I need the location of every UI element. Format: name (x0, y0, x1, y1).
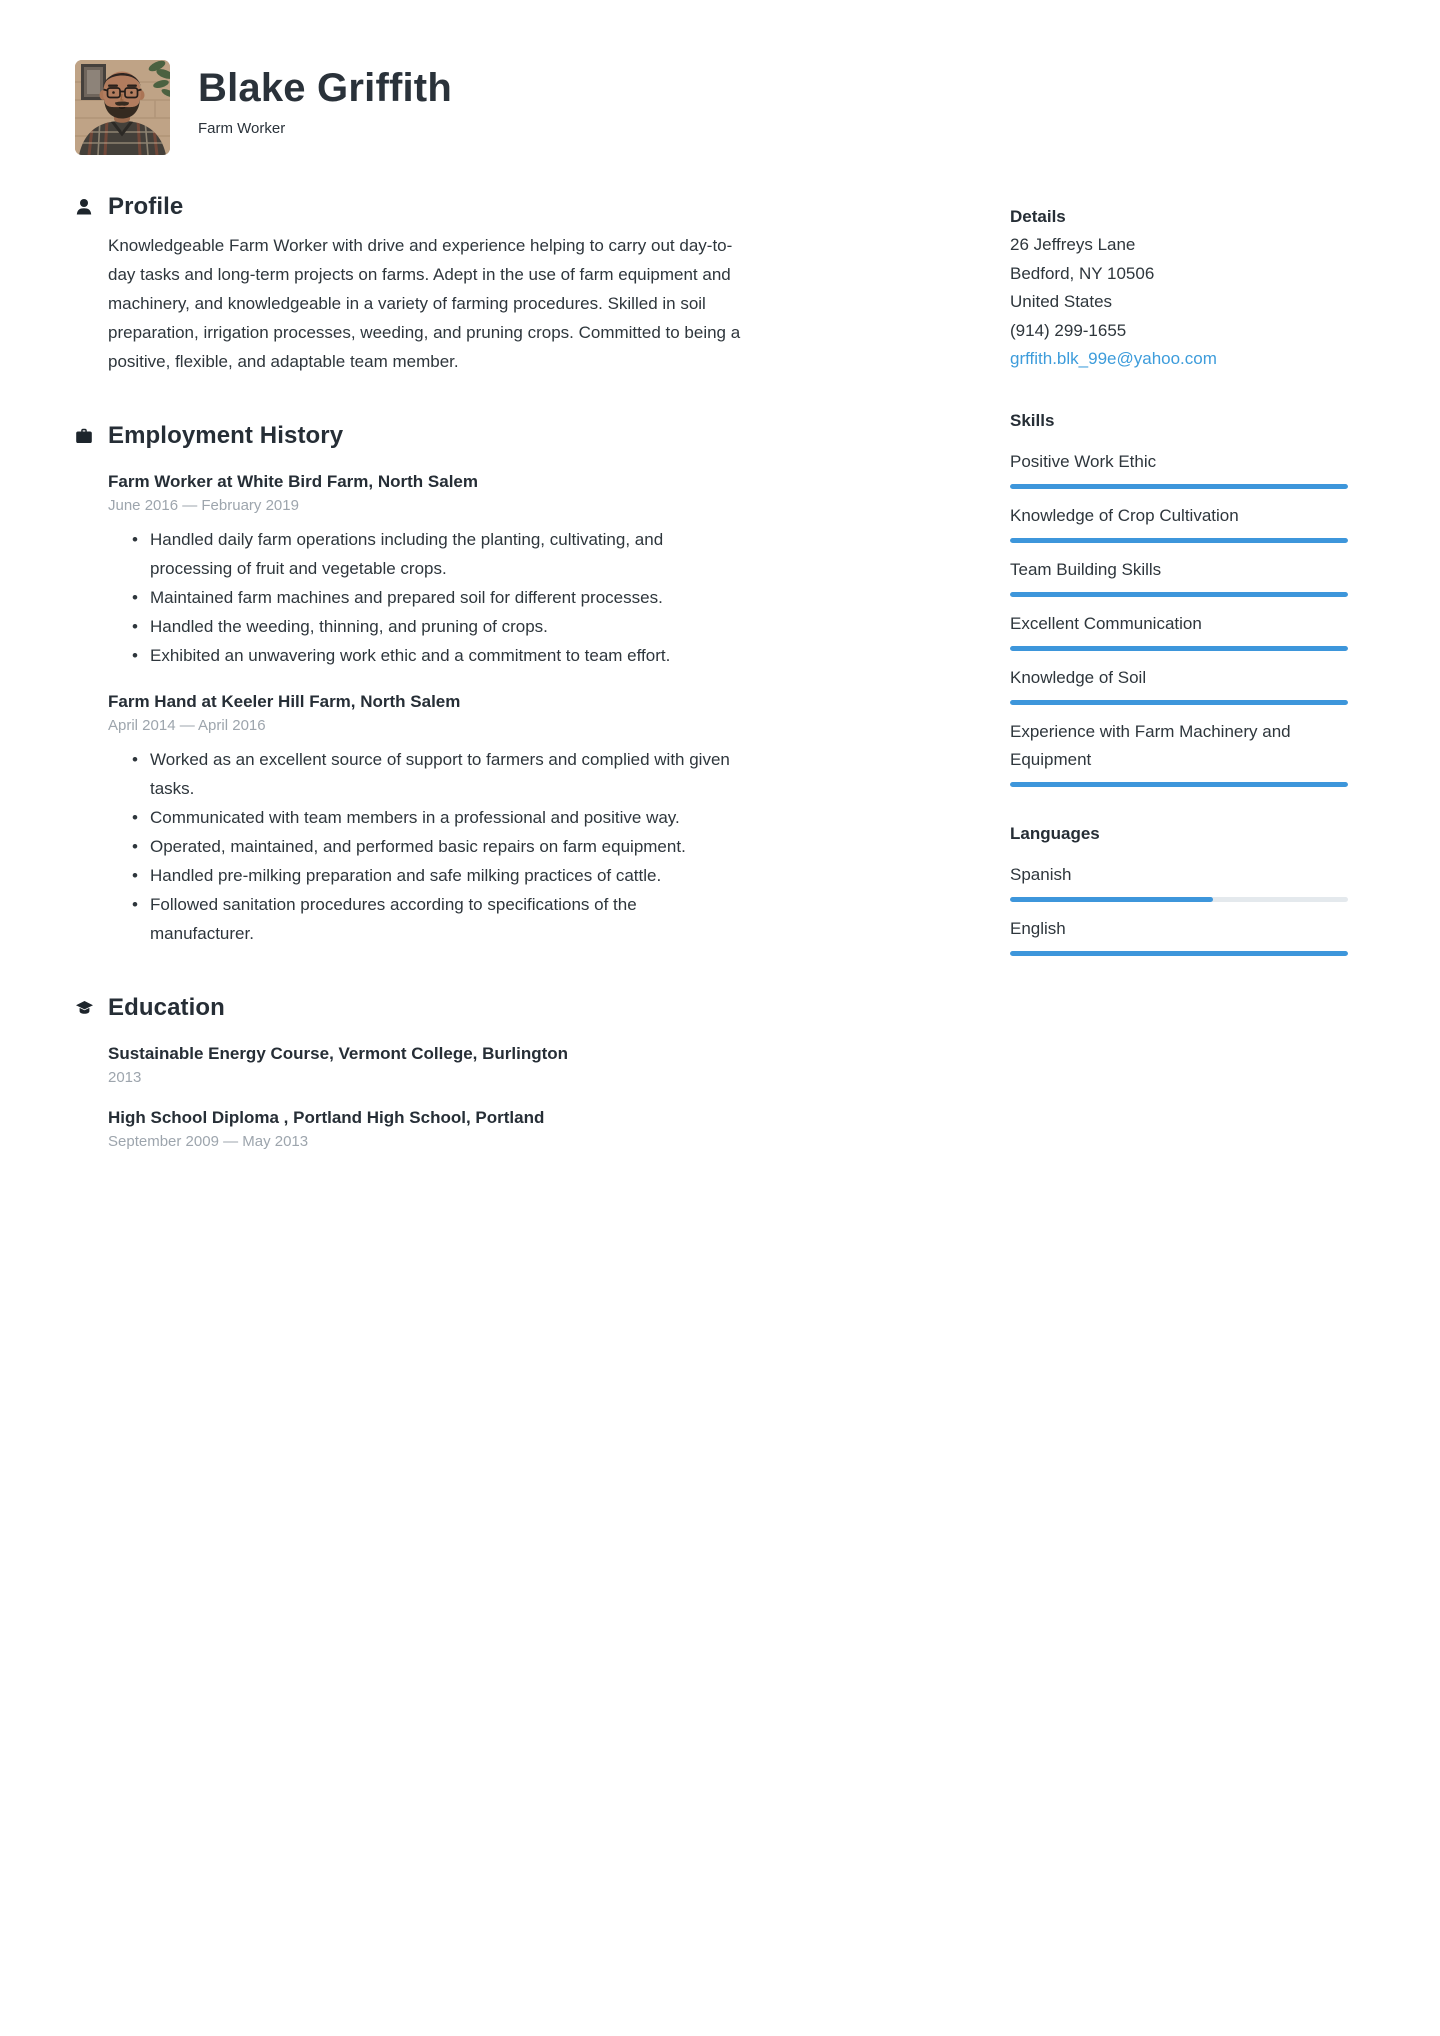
profile-photo-illustration (75, 60, 170, 155)
education-entry (108, 1108, 745, 1150)
job-dates: April 2014 — April 2016 (108, 717, 266, 734)
skill-bar (1010, 782, 1348, 787)
job-title: Farm Worker at White Bird Farm, North Salem (108, 472, 478, 491)
details-section (1010, 203, 1348, 374)
language-label: English (1010, 918, 1066, 938)
bullet-item: • Operated, maintained, and performed basic repairs on farm equipment. (108, 832, 745, 861)
bullet-item: • Maintained farm machines and prepared soil for different processes. (108, 583, 745, 612)
bullet-item: • Communicated with team members in a professional and positive way. (108, 803, 745, 832)
graduation-cap-icon (75, 999, 108, 1017)
skill-label: Positive Work Ethic (1010, 451, 1157, 471)
skill-bar (1010, 700, 1348, 705)
skill-bar (1010, 484, 1348, 489)
education-section (75, 994, 745, 1150)
skill-label: Knowledge of Soil (1010, 667, 1147, 687)
job-entry (108, 472, 745, 670)
address-line-1: 26 Jeffreys Lane (1010, 235, 1136, 254)
resume-header (75, 60, 1348, 155)
languages-heading: Languages (1010, 823, 1100, 843)
skill-bar (1010, 646, 1348, 651)
skills-section (1010, 407, 1348, 787)
skills-heading: Skills (1010, 410, 1055, 430)
briefcase-icon (75, 427, 108, 445)
address-line-2: Bedford, NY 10506 (1010, 263, 1155, 283)
profile-text: Knowledgeable Farm Worker with drive and experience helping to carry out day-to-day tasks and long-term projects on farms. Adept in the use of farm equipment and machinery, and knowledgeable in a variety of farming procedures. Skilled in soil preparation, irrigation processes, weeding, and pruning crops. Committed to being a positive, flexible, and adaptable team member. (108, 236, 741, 371)
bullet-item: • Handled daily farm operations including the planting, cultivating, and processing of fruit and vegetable crops. (108, 525, 745, 583)
email-link[interactable]: grffith.blk_99e@yahoo.com (1010, 349, 1217, 368)
bullet-item: • Exhibited an unwavering work ethic and a commitment to team effort. (108, 641, 745, 670)
job-bullet-list (108, 525, 745, 670)
job-bullet-list (108, 745, 745, 948)
education-entry (108, 1044, 745, 1086)
job-title-subtitle: Farm Worker (198, 120, 286, 137)
skill-label: Team Building Skills (1010, 559, 1162, 579)
job-entry (108, 692, 745, 948)
employment-heading: Employment History (108, 422, 344, 449)
bullet-item: • Handled pre-milking preparation and safe milking practices of cattle. (108, 861, 745, 890)
user-icon (75, 198, 108, 216)
skill-item (1010, 610, 1348, 651)
language-label: Spanish (1010, 864, 1072, 884)
profile-heading: Profile (108, 193, 184, 220)
language-bar (1010, 897, 1348, 902)
skill-item (1010, 664, 1348, 705)
education-title: Sustainable Energy Course, Vermont College, Burlington (108, 1044, 569, 1063)
skill-item (1010, 718, 1348, 787)
job-dates: June 2016 — February 2019 (108, 497, 299, 514)
skill-item (1010, 448, 1348, 489)
job-title: Farm Hand at Keeler Hill Farm, North Salem (108, 692, 461, 711)
details-heading: Details (1010, 207, 1066, 226)
education-dates: September 2009 — May 2013 (108, 1133, 309, 1150)
skill-bar (1010, 538, 1348, 543)
employment-section (75, 422, 745, 948)
skill-bar (1010, 592, 1348, 597)
sidebar (1010, 193, 1348, 1196)
phone-number: (914) 299-1655 (1010, 320, 1127, 340)
education-heading: Education (108, 994, 225, 1021)
main-column (75, 193, 745, 1196)
education-dates: 2013 (108, 1069, 142, 1086)
skill-label: Knowledge of Crop Cultivation (1010, 505, 1239, 525)
bullet-item: • Followed sanitation procedures according to specifications of the manufacturer. (108, 890, 745, 948)
address-country: United States (1010, 292, 1113, 311)
skill-item (1010, 556, 1348, 597)
bullet-item: • Handled the weeding, thinning, and pruning of crops. (108, 612, 745, 641)
skill-label: Excellent Communication (1010, 613, 1202, 633)
skill-label: Experience with Farm Machinery and Equipment (1010, 721, 1291, 769)
bullet-item: • Worked as an excellent source of support to farmers and complied with given tasks. (108, 745, 745, 803)
language-bar (1010, 951, 1348, 956)
header-text (198, 60, 452, 137)
profile-section (75, 193, 745, 376)
education-title: High School Diploma , Portland High School, Portland (108, 1108, 545, 1127)
languages-section (1010, 820, 1348, 956)
language-item (1010, 915, 1348, 956)
profile-photo (75, 60, 170, 155)
page-title: Blake Griffith (198, 66, 452, 110)
language-item (1010, 861, 1348, 902)
skill-item (1010, 502, 1348, 543)
